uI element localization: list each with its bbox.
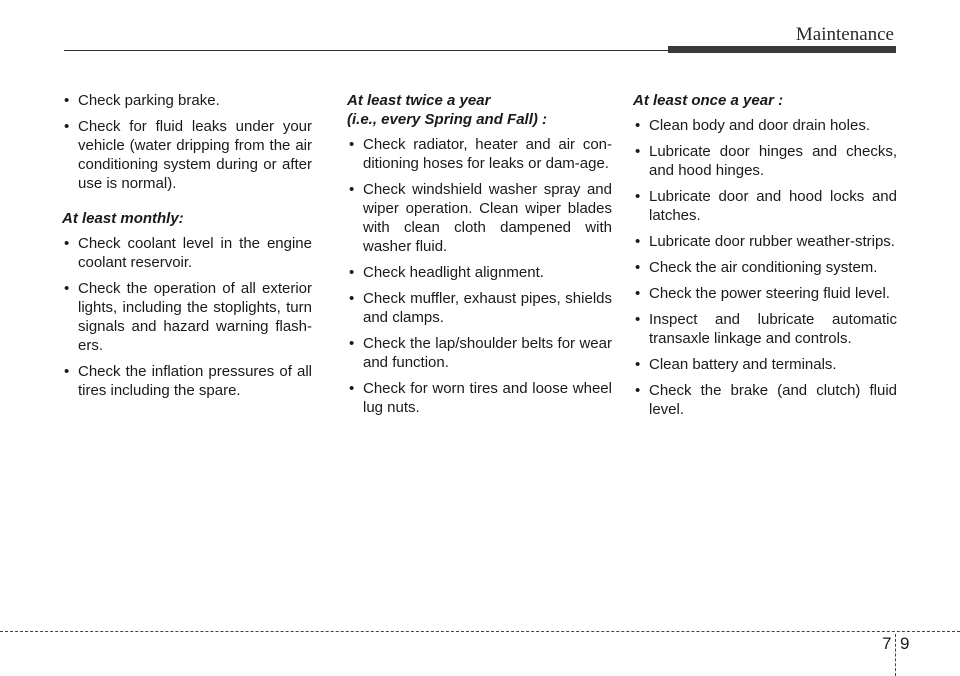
bullet-glyph: • (635, 117, 641, 134)
checklist-yearly (633, 116, 897, 419)
bullet-glyph: • (635, 259, 641, 276)
list-item-text: Check the lap/shoulder belts for wear and function. (363, 335, 612, 371)
list-item-text: Clean body and door drain holes. (649, 117, 870, 134)
page-number-separator (895, 634, 896, 676)
list-item-text: Lubricate door hinges and checks, and hood hinges. (649, 143, 897, 179)
list-item (62, 91, 312, 110)
list-item (633, 142, 897, 180)
chapter-number: 7 (882, 634, 892, 653)
list-item (347, 379, 612, 417)
list-item-text: Lubricate door and hood locks and latches. (649, 188, 897, 224)
header-accent-bar (668, 46, 896, 53)
list-item (62, 362, 312, 400)
list-item (633, 232, 897, 251)
list-item (62, 279, 312, 355)
list-item (62, 234, 312, 272)
list-item (347, 263, 612, 282)
list-item (347, 135, 612, 173)
list-item (62, 117, 312, 193)
bullet-glyph: • (64, 280, 70, 297)
list-item (633, 187, 897, 225)
checklist-general (62, 91, 312, 193)
header-divider (64, 50, 668, 51)
heading-monthly: At least monthly: (62, 210, 184, 227)
bullet-glyph: • (349, 264, 355, 281)
list-item-text: Check muffler, exhaust pipes, shields and clamps. (363, 290, 612, 326)
checklist-monthly (62, 234, 312, 400)
bullet-glyph: • (635, 188, 641, 205)
bullet-glyph: • (635, 285, 641, 302)
bullet-glyph: • (635, 382, 641, 399)
list-item (633, 116, 897, 135)
bullet-glyph: • (349, 290, 355, 307)
list-item-text: Check the air conditioning system. (649, 259, 878, 276)
list-item (633, 355, 897, 374)
list-item (347, 289, 612, 327)
section-title: Maintenance (795, 24, 894, 45)
list-item-text: Check the power steering fluid level. (649, 285, 890, 302)
list-item-text: Check for worn tires and loose wheel lug nuts. (363, 380, 612, 416)
list-item (633, 258, 897, 277)
bullet-glyph: • (64, 363, 70, 380)
list-item-text: Check the operation of all exterior lights, including the stoplights, turn signals and hazard warning flash-ers. (78, 280, 312, 354)
bullet-glyph: • (349, 380, 355, 397)
list-item-text: Check the inflation pressures of all tires including the spare. (78, 363, 312, 399)
bullet-glyph: • (635, 356, 641, 373)
page-number: 9 (900, 634, 910, 653)
list-item-text: Check headlight alignment. (363, 264, 544, 281)
list-item-text: Lubricate door rubber weather-strips. (649, 233, 895, 250)
list-item-text: Clean battery and terminals. (649, 356, 837, 373)
heading-twice-yearly (347, 91, 612, 129)
bullet-glyph: • (349, 181, 355, 198)
list-item-text: Check radiator, heater and air con-ditioning hoses for leaks or dam-age. (363, 136, 612, 172)
list-item-text: Check the brake (and clutch) fluid level. (649, 382, 897, 418)
heading-yearly: At least once a year : (633, 92, 784, 109)
list-item (633, 284, 897, 303)
list-item (633, 310, 897, 348)
bullet-glyph: • (64, 235, 70, 252)
list-item (633, 381, 897, 419)
list-item-text: Check parking brake. (78, 92, 220, 109)
column-2 (347, 91, 612, 424)
bullet-glyph: • (349, 136, 355, 153)
bullet-glyph: • (635, 143, 641, 160)
list-item (347, 180, 612, 256)
heading-line-2: (i.e., every Spring and Fall) : (347, 111, 548, 128)
list-item-text: Check windshield washer spray and wiper operation. Clean wiper blades with clean cloth dampened with washer fluid. (363, 181, 612, 255)
list-item-text: Check coolant level in the engine coolant reservoir. (78, 235, 312, 271)
bullet-glyph: • (635, 233, 641, 250)
bullet-glyph: • (64, 118, 70, 135)
bullet-glyph: • (635, 311, 641, 328)
list-item (347, 334, 612, 372)
bullet-glyph: • (349, 335, 355, 352)
list-item-text: Inspect and lubricate automatic transaxle linkage and controls. (649, 311, 897, 347)
footer-divider (0, 631, 960, 632)
bullet-glyph: • (64, 92, 70, 109)
checklist-twice-yearly (347, 135, 612, 417)
column-3 (633, 91, 897, 426)
heading-line-1: At least twice a year (347, 92, 491, 109)
column-1 (62, 91, 312, 407)
list-item-text: Check for fluid leaks under your vehicle (water dripping from the air conditioning system during or after use is normal). (78, 118, 312, 192)
